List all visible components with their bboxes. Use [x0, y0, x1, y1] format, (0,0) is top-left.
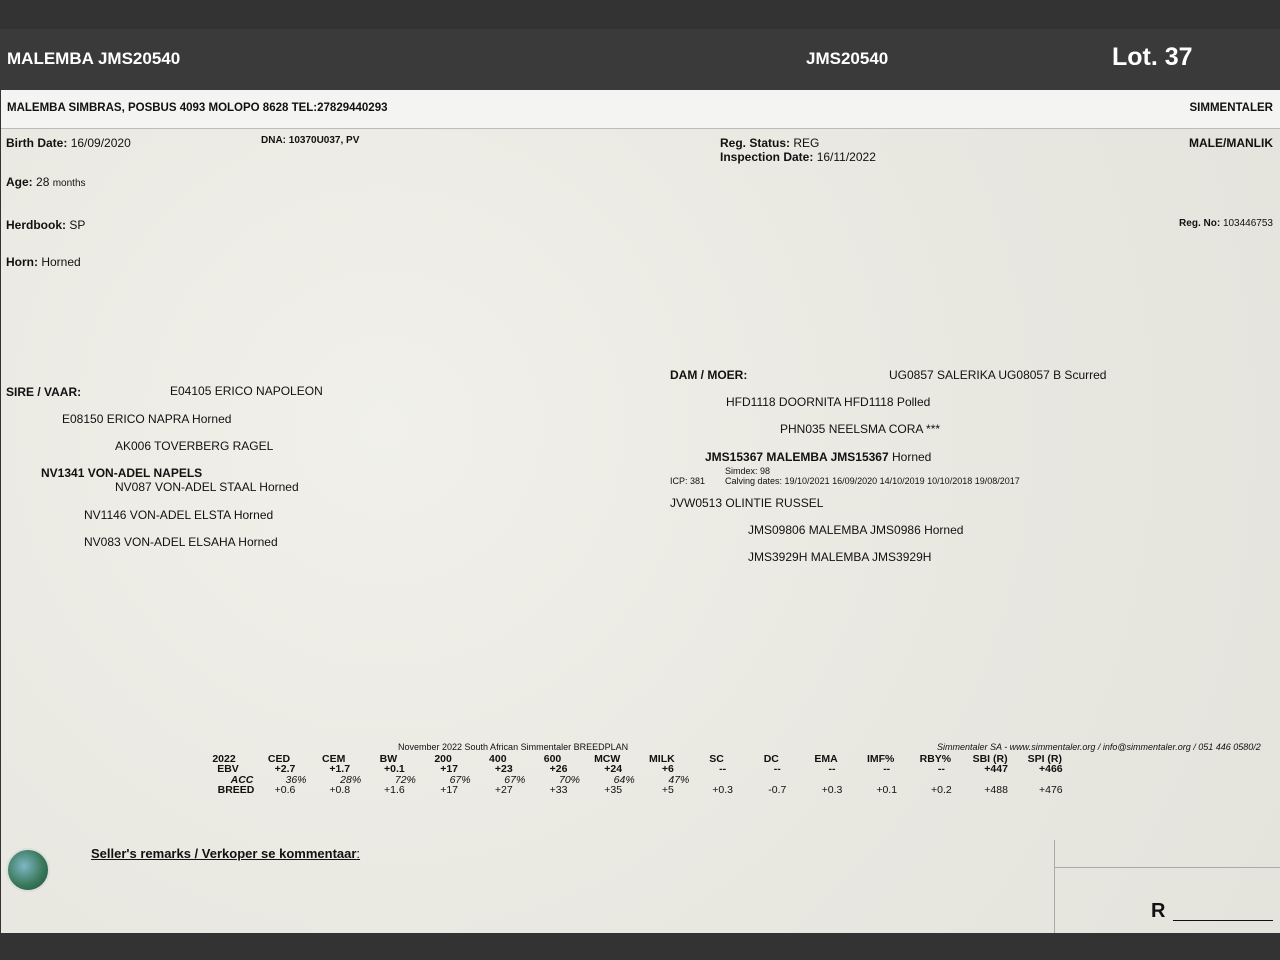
- ebv-value-0: +2.7: [274, 763, 296, 775]
- ebv-year: 2022: [212, 753, 236, 765]
- breed-name: SIMMENTALER: [1189, 102, 1273, 114]
- acc-value-4: 67%: [504, 774, 526, 786]
- ebv-header-6: MCW: [594, 753, 621, 765]
- acc-value-2: 72%: [394, 774, 416, 786]
- age-unit: months: [52, 178, 86, 189]
- age: [6, 175, 86, 189]
- bottom-bar: [0, 933, 1280, 960]
- dam-icp: ICP: 381: [670, 476, 706, 486]
- breed-value-9: -0.7: [768, 784, 787, 796]
- breed-value-3: +17: [440, 784, 458, 796]
- ebv-header-12: RBY%: [919, 753, 952, 765]
- acc-row-label: ACC: [230, 774, 254, 786]
- ebv-header-0: CED: [267, 753, 291, 765]
- ebv-value-10: --: [828, 763, 836, 775]
- seller-remarks-label: Seller's remarks / Verkoper se kommentaar: [91, 846, 357, 861]
- ebv-value-13: +447: [984, 763, 1008, 775]
- ebv-value-5: +26: [549, 763, 568, 775]
- acc-value-7: 47%: [668, 774, 690, 786]
- acc-value-5: 70%: [558, 774, 580, 786]
- ebv-header-13: SBI (R): [972, 753, 1008, 765]
- dam-sire-sire-sire: PHN035 NEELSMA CORA ***: [780, 422, 941, 436]
- breed-value-6: +35: [604, 784, 623, 796]
- sire-dam-dam: NV1146 VON-ADEL ELSTA Horned: [84, 508, 274, 522]
- birth-date: [6, 136, 131, 150]
- dam-label: DAM / MOER:: [670, 368, 748, 382]
- dam-dam-dam: JMS3929H MALEMBA JMS3929H: [748, 550, 932, 564]
- inspection-date: [720, 150, 876, 164]
- dam-sire: UG0857 SALERIKA UG08057 B Scurred: [889, 368, 1107, 382]
- sire-sire-sire: AK006 TOVERBERG RAGEL: [115, 439, 274, 453]
- top-bar: [0, 0, 1280, 29]
- horn: [6, 255, 81, 269]
- sire-dam-dam-dam: NV083 VON-ADEL ELSAHA Horned: [84, 535, 278, 549]
- inspection-date-label: Inspection Date:: [720, 150, 814, 164]
- sire-sire: E08150 ERICO NAPRA Horned: [62, 412, 232, 426]
- reg-no-value: 103446753: [1222, 218, 1273, 229]
- lot-number: Lot. 37: [1112, 43, 1193, 71]
- ebv-header-8: SC: [709, 753, 724, 765]
- owner-details: MALEMBA SIMBRAS, POSBUS 4093 MOLOPO 8628 TEL:27829440293: [7, 102, 388, 114]
- breed-value-11: +0.1: [876, 784, 898, 796]
- seller-remarks: [91, 846, 360, 861]
- birth-date-value: 16/09/2020: [70, 136, 131, 150]
- ebv-value-1: +1.7: [329, 763, 351, 775]
- reg-status: [720, 136, 819, 150]
- ebv-header-4: 400: [489, 753, 507, 765]
- dam-dam: JVW0513 OLINTIE RUSSEL: [670, 496, 824, 510]
- ebv-value-12: --: [937, 763, 945, 775]
- breed-value-0: +0.6: [274, 784, 296, 796]
- dam-simdex: Simdex: 98: [725, 466, 771, 476]
- dam-name: JMS15367 MALEMBA JMS15367: [705, 450, 889, 464]
- breedplan-title: November 2022 South African Simmentaler BREEDPLAN: [398, 742, 629, 752]
- reg-status-label: Reg. Status:: [720, 136, 791, 150]
- ebv-value-14: +466: [1038, 763, 1063, 775]
- price-box-divider: [1054, 840, 1055, 933]
- herdbook-label: Herdbook:: [6, 218, 66, 232]
- animal-name: MALEMBA JMS20540: [7, 49, 181, 68]
- ebv-value-9: --: [773, 763, 781, 775]
- breed-value-8: +0.3: [712, 784, 733, 796]
- lot-header: [0, 29, 1280, 90]
- ebv-header-7: MILK: [649, 753, 675, 765]
- acc-value-3: 67%: [449, 774, 471, 786]
- ebv-value-2: +0.1: [384, 763, 405, 775]
- sire-name: E04105 ERICO NAPOLEON: [170, 384, 323, 398]
- owner-row: [1, 90, 1280, 129]
- horn-label: Horn:: [6, 255, 38, 269]
- breed-row-label: BREED: [217, 784, 255, 796]
- horn-value: Horned: [41, 255, 81, 269]
- ebv-value-3: +17: [440, 763, 458, 775]
- breed-society-logo: [6, 848, 50, 892]
- breed-value-10: +0.3: [821, 784, 843, 796]
- price-currency: R: [1151, 900, 1166, 922]
- ebv-header-1: CEM: [322, 753, 346, 765]
- breed-value-13: +488: [984, 784, 1008, 796]
- ebv-header-14: SPI (R): [1027, 753, 1062, 765]
- ebv-value-6: +24: [604, 763, 623, 775]
- reg-status-value: REG: [793, 136, 820, 150]
- ebv-header-9: DC: [763, 753, 779, 765]
- breed-value-2: +1.6: [384, 784, 405, 796]
- sex: MALE/MANLIK: [1189, 136, 1273, 150]
- breed-value-1: +0.8: [329, 784, 351, 796]
- ebv-value-7: +6: [661, 763, 674, 775]
- ebv-header-5: 600: [543, 753, 562, 765]
- breed-value-5: +33: [549, 784, 568, 796]
- ebv-value-8: --: [719, 763, 727, 775]
- ebv-header-11: IMF%: [866, 753, 895, 765]
- ebv-header-2: BW: [379, 753, 398, 765]
- breedplan-source: Simmentaler SA - www.simmentaler.org / info@simmentaler.org / 051 446 0580/2: [937, 742, 1261, 752]
- breed-value-12: +0.2: [931, 784, 952, 796]
- dna-info: DNA: 10370U037, PV: [261, 135, 360, 146]
- dam-name-row: [705, 450, 931, 464]
- ebv-value-4: +23: [494, 763, 513, 775]
- sire-label: SIRE / VAAR:: [6, 385, 82, 399]
- ebv-header-3: 200: [434, 753, 452, 765]
- breed-value-7: +5: [661, 784, 674, 796]
- price-input-line[interactable]: [1173, 920, 1273, 921]
- dam-calving-dates: Calving dates: 19/10/2021 16/09/2020 14/10/2019 10/10/2018 19/08/2017: [725, 476, 1020, 486]
- age-label: Age:: [6, 175, 33, 189]
- reg-no: [1179, 218, 1273, 229]
- seller-remarks-colon: :: [356, 846, 361, 861]
- sire-dam: NV1341 VON-ADEL NAPELS: [41, 466, 203, 480]
- dam-dam-sire: JMS09806 MALEMBA JMS0986 Horned: [748, 523, 964, 537]
- animal-code: JMS20540: [806, 49, 889, 68]
- ebv-header-10: EMA: [814, 753, 838, 765]
- dam-horn: Horned: [891, 450, 932, 464]
- dam-sire-sire: HFD1118 DOORNITA HFD1118 Polled: [726, 395, 931, 409]
- herdbook: [6, 218, 85, 232]
- sire-dam-sire: NV087 VON-ADEL STAAL Horned: [115, 480, 299, 494]
- birth-date-label: Birth Date:: [6, 136, 68, 150]
- ebv-value-11: --: [883, 763, 891, 775]
- ebv-row-label: EBV: [217, 763, 239, 775]
- inspection-date-value: 16/11/2022: [816, 150, 876, 164]
- catalogue-card: [1, 90, 1280, 933]
- price-box-line: [1054, 867, 1280, 868]
- acc-value-1: 28%: [340, 774, 362, 786]
- herdbook-value: SP: [69, 218, 86, 232]
- acc-value-0: 36%: [285, 774, 307, 786]
- age-value: 28: [36, 175, 50, 189]
- breed-value-14: +476: [1038, 784, 1063, 796]
- breed-value-4: +27: [494, 784, 513, 796]
- acc-value-6: 64%: [613, 774, 635, 786]
- reg-no-label: Reg. No:: [1179, 218, 1221, 229]
